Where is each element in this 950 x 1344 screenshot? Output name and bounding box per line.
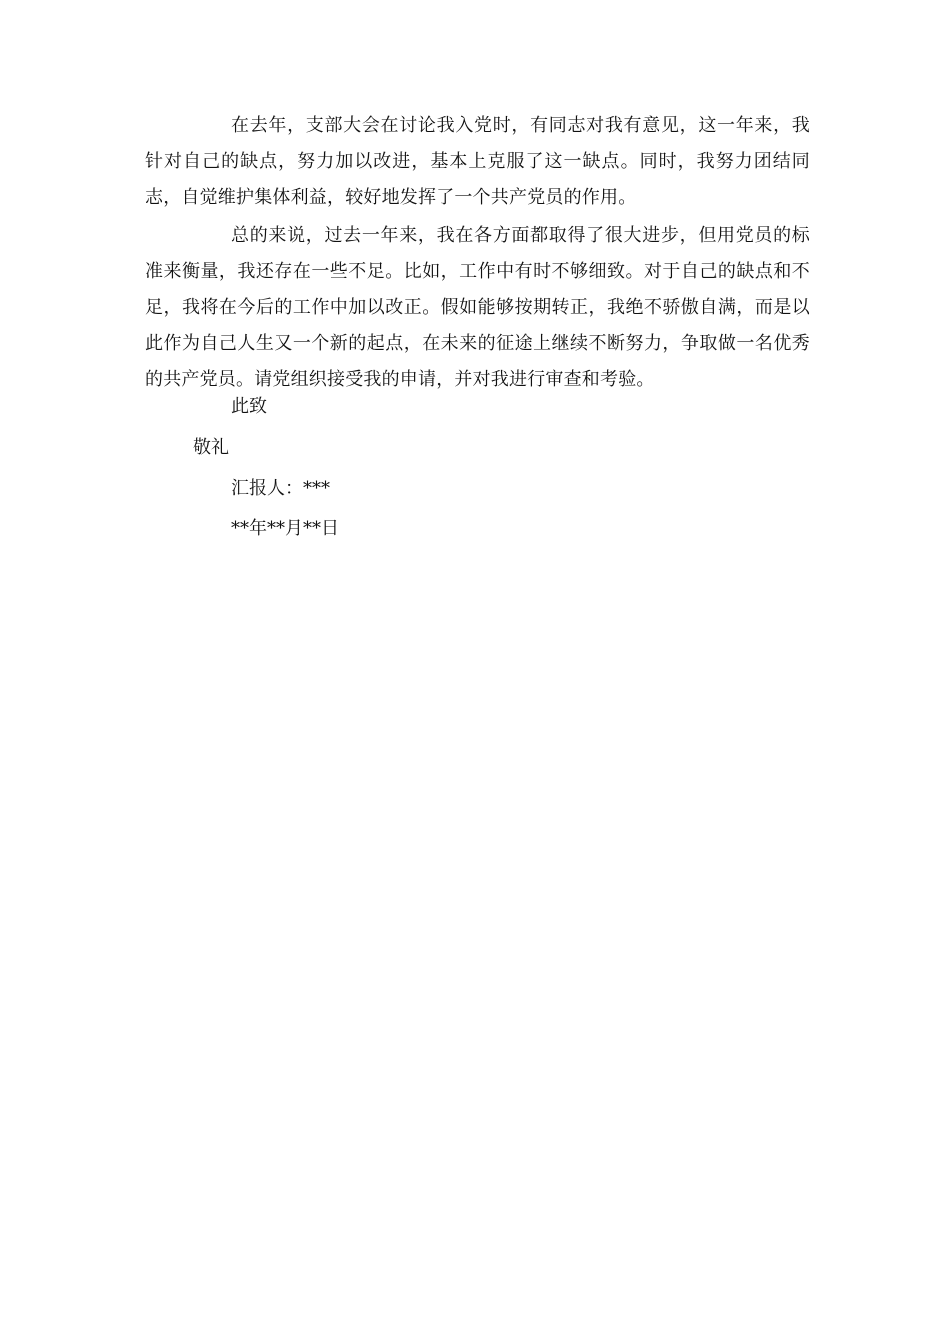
body-paragraph: 在去年，支部大会在讨论我入党时，有同志对我有意见，这一年来，我针对自己的缺点，努力加以改进，基本上克服了这一缺点。同时，我努力团结同志，自觉维护集体利益，较好地发挥了一个共产党员的作用。	[145, 115, 810, 208]
signer-line: 汇报人：***	[231, 478, 330, 499]
body-paragraph: 总的来说，过去一年来，我在各方面都取得了很大进步，但用党员的标准来衡量，我还存在一些不足。比如，工作中有时不够细致。对于自己的缺点和不足，我将在今后的工作中加以改正。假如能够按期转正，我绝不骄傲自满，而是以此作为自己人生又一个新的起点，在未来的征途上继续不断努力，争取做一名优秀的共产党员。请党组织接受我的申请，并对我进行审查和考验。	[145, 225, 810, 390]
letter-body	[145, 108, 810, 398]
date-line: **年**月**日	[231, 518, 339, 539]
closing-salutation: 此致	[231, 396, 267, 417]
closing-regards: 敬礼	[193, 437, 229, 458]
